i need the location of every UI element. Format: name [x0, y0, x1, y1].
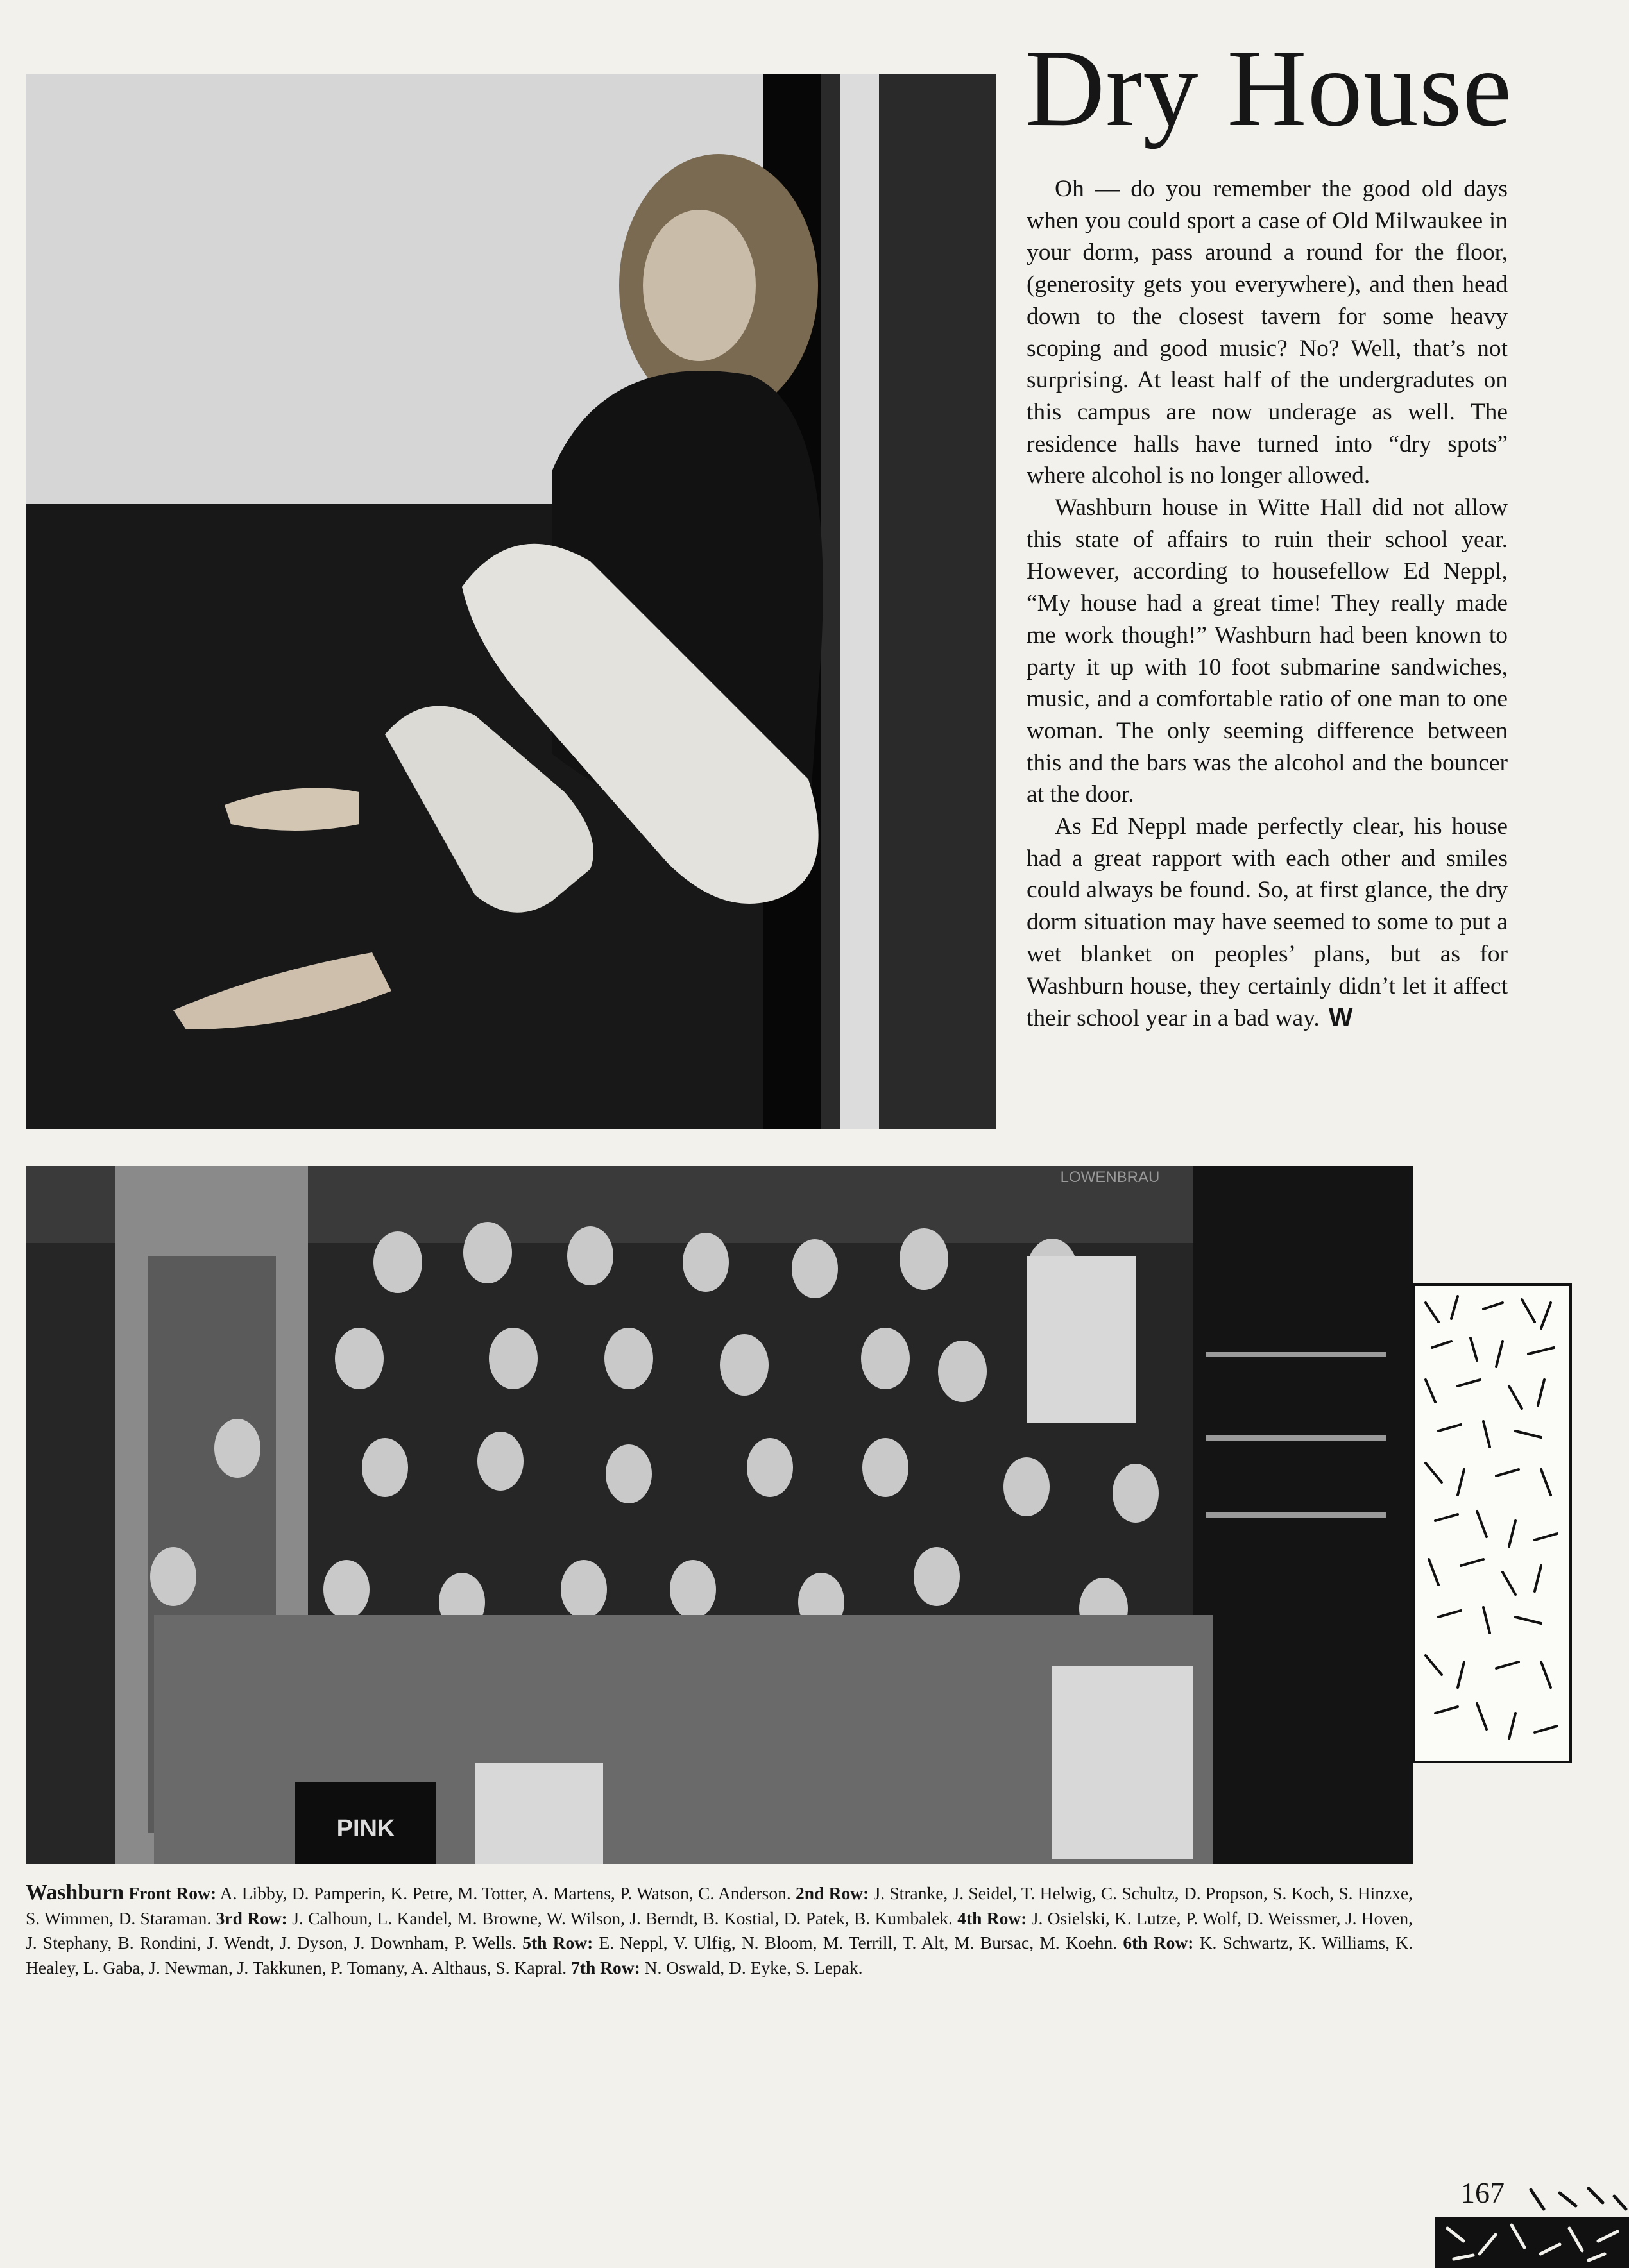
article-paragraph-text: As Ed Neppl made perfectly clear, his house had a great rapport with each other and smiles could always be found. So, at first glance, the dry dorm situation may have seemed to some to put a wet blanket on peoples’ plans, but as for Washburn house, they certainly didn’t let it affect their school year in a bad way.: [1027, 813, 1508, 1032]
caption-row-label: 7th Row:: [571, 1957, 640, 1977]
caption-row-label: Front Row:: [128, 1883, 216, 1903]
article-paragraph: [1027, 811, 1508, 1035]
caption-row-label: 4th Row:: [957, 1908, 1027, 1928]
shirt-text: PINK: [336, 1815, 395, 1842]
caption-title: Washburn: [26, 1881, 124, 1904]
caption-row-names: N. Oswald, D. Eyke, S. Lepak.: [644, 1957, 863, 1977]
student-on-phone-photo: [26, 74, 996, 1129]
beer-sign-text: LOWENBRAU: [1060, 1168, 1160, 1186]
end-mark: W: [1328, 1003, 1353, 1032]
page-number: 167: [1458, 2178, 1508, 2208]
caption-row-names: J. Stranke, J. Seidel, T. Helwig, C. Schultz, D. Propson, S. Koch, S. Hinzxe, S. Wimmen, D. Staraman.: [26, 1883, 1413, 1928]
caption-row-label: 3rd Row:: [216, 1908, 287, 1928]
article-paragraph: Washburn house in Witte Hall did not allow this state of affairs to ruin their school year. However, according to housefellow Ed Neppl, “My house had a great time! They really made me work though!” Washburn had been known to party it up with 10 foot submarine sandwiches, music, and a comfortable ratio of one man to one woman. The only seeming difference between this and the bars was the alcohol and the bouncer at the door.: [1027, 495, 1508, 808]
group-photo-caption: [26, 1881, 1413, 1980]
caption-row-names: A. Libby, D. Pamperin, K. Petre, M. Totter, A. Martens, P. Watson, C. Anderson.: [219, 1883, 791, 1903]
caption-row-names: E. Neppl, V. Ulfig, N. Bloom, M. Terrill, T. Alt, M. Bursac, M. Koehn.: [599, 1933, 1118, 1952]
caption-row-names: K. Schwartz, K. Williams, K. Healey, L. Gaba, J. Newman, J. Takkunen, P. Tomany, A. Althaus, S. Kapral.: [26, 1933, 1413, 1977]
group-photo: [26, 1166, 1413, 1864]
confetti-pattern-box: [1413, 1283, 1572, 1763]
caption-row-names: J. Osielski, K. Lutze, P. Wolf, D. Weissmer, J. Hoven, J. Stephany, B. Rondini, J. Wendt, J. Dyson, J. Downham, P. Wells.: [26, 1908, 1413, 1952]
headline: Dry House: [1025, 28, 1512, 149]
caption-row-label: 5th Row:: [522, 1933, 593, 1952]
caption-row-names: J. Calhoun, L. Kandel, M. Browne, W. Wilson, J. Berndt, B. Kostial, D. Patek, B. Kumbalek.: [292, 1908, 953, 1928]
article-body: [1027, 173, 1508, 1035]
caption-row-label: 6th Row:: [1123, 1933, 1194, 1952]
caption-row-label: 2nd Row:: [796, 1883, 869, 1903]
article-paragraph: Oh — do you remember the good old days when you could sport a case of Old Milwaukee in your dorm, pass around a round for the floor, (generosity gets you everywhere), and then head down to the closest tavern for some heavy scoping and good music? No? Well, that’s not surprising. At least half of the undergradutes on this campus are now underage as well. The residence halls have turned into “dry spots” where alcohol is no longer allowed.: [1027, 176, 1508, 489]
